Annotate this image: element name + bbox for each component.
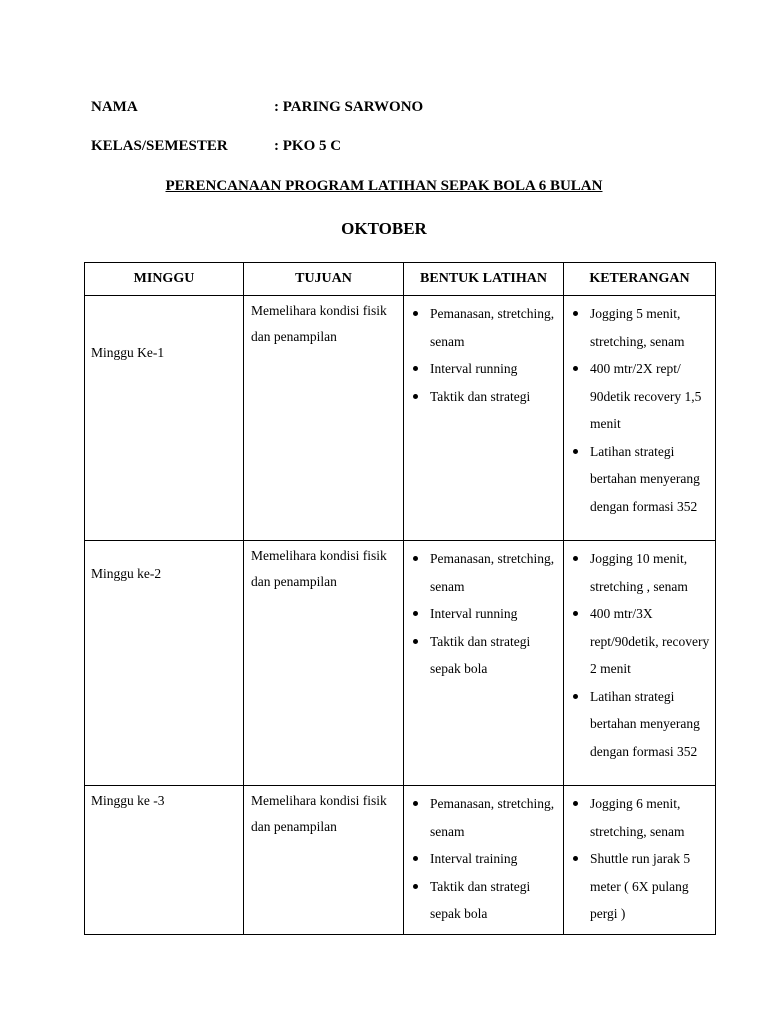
list-item: Interval running (430, 600, 559, 628)
list-item: Taktik dan strategi sepak bola (430, 873, 559, 928)
list-item: Pemanasan, stretching, senam (430, 545, 559, 600)
kelas-label: KELAS/SEMESTER (91, 138, 228, 154)
keterangan-cell (564, 296, 716, 541)
document-title: PERENCANAAN PROGRAM LATIHAN SEPAK BOLA 6 BULAN (165, 178, 603, 194)
list-item: Taktik dan strategi (430, 383, 559, 411)
keterangan-cell (564, 786, 716, 935)
list-item: Jogging 5 menit, stretching, senam (590, 300, 711, 355)
week-label: Minggu ke -3 (91, 793, 165, 808)
goal-cell: Memelihara kondisi fisik dan penampilan (244, 541, 404, 786)
bentuk-cell (404, 541, 564, 786)
keterangan-cell (564, 541, 716, 786)
header-minggu: MINGGU (85, 263, 244, 296)
nama-line (91, 99, 423, 116)
month-heading: OKTOBER (341, 219, 427, 238)
table-header-row (85, 263, 716, 296)
kelas-line (91, 138, 341, 155)
list-item: Latihan strategi bertahan menyerang dengan formasi 352 (590, 683, 711, 766)
bentuk-cell (404, 786, 564, 935)
list-item: 400 mtr/2X rept/ 90detik recovery 1,5 menit (590, 355, 711, 438)
list-item: Pemanasan, stretching, senam (430, 790, 559, 845)
list-item: Latihan strategi bertahan menyerang dengan formasi 352 (590, 438, 711, 521)
table-row (85, 541, 716, 786)
table-row (85, 296, 716, 541)
bentuk-cell (404, 296, 564, 541)
list-item: Pemanasan, stretching, senam (430, 300, 559, 355)
list-item: Taktik dan strategi sepak bola (430, 628, 559, 683)
week-cell (85, 296, 244, 541)
week-cell (85, 786, 244, 935)
header-bentuk-latihan: BENTUK LATIHAN (404, 263, 564, 296)
kelas-value: : PKO 5 C (274, 138, 342, 154)
list-item: Shuttle run jarak 5 meter ( 6X pulang pergi ) (590, 845, 711, 928)
list-item: Jogging 6 menit, stretching, senam (590, 790, 711, 845)
list-item: Interval running (430, 355, 559, 383)
goal-cell: Memelihara kondisi fisik dan penampilan (244, 786, 404, 935)
nama-label: NAMA (91, 99, 138, 115)
week-label: Minggu Ke-1 (91, 345, 165, 360)
week-label: Minggu ke-2 (91, 566, 162, 581)
goal-cell: Memelihara kondisi fisik dan penampilan (244, 296, 404, 541)
header-tujuan: TUJUAN (244, 263, 404, 296)
table-row (85, 786, 716, 935)
nama-value: : PARING SARWONO (274, 99, 424, 115)
training-plan-table (84, 262, 716, 935)
list-item: 400 mtr/3X rept/90detik, recovery 2 menit (590, 600, 711, 683)
list-item: Jogging 10 menit, stretching , senam (590, 545, 711, 600)
week-cell (85, 541, 244, 786)
list-item: Interval training (430, 845, 559, 873)
header-keterangan: KETERANGAN (564, 263, 716, 296)
